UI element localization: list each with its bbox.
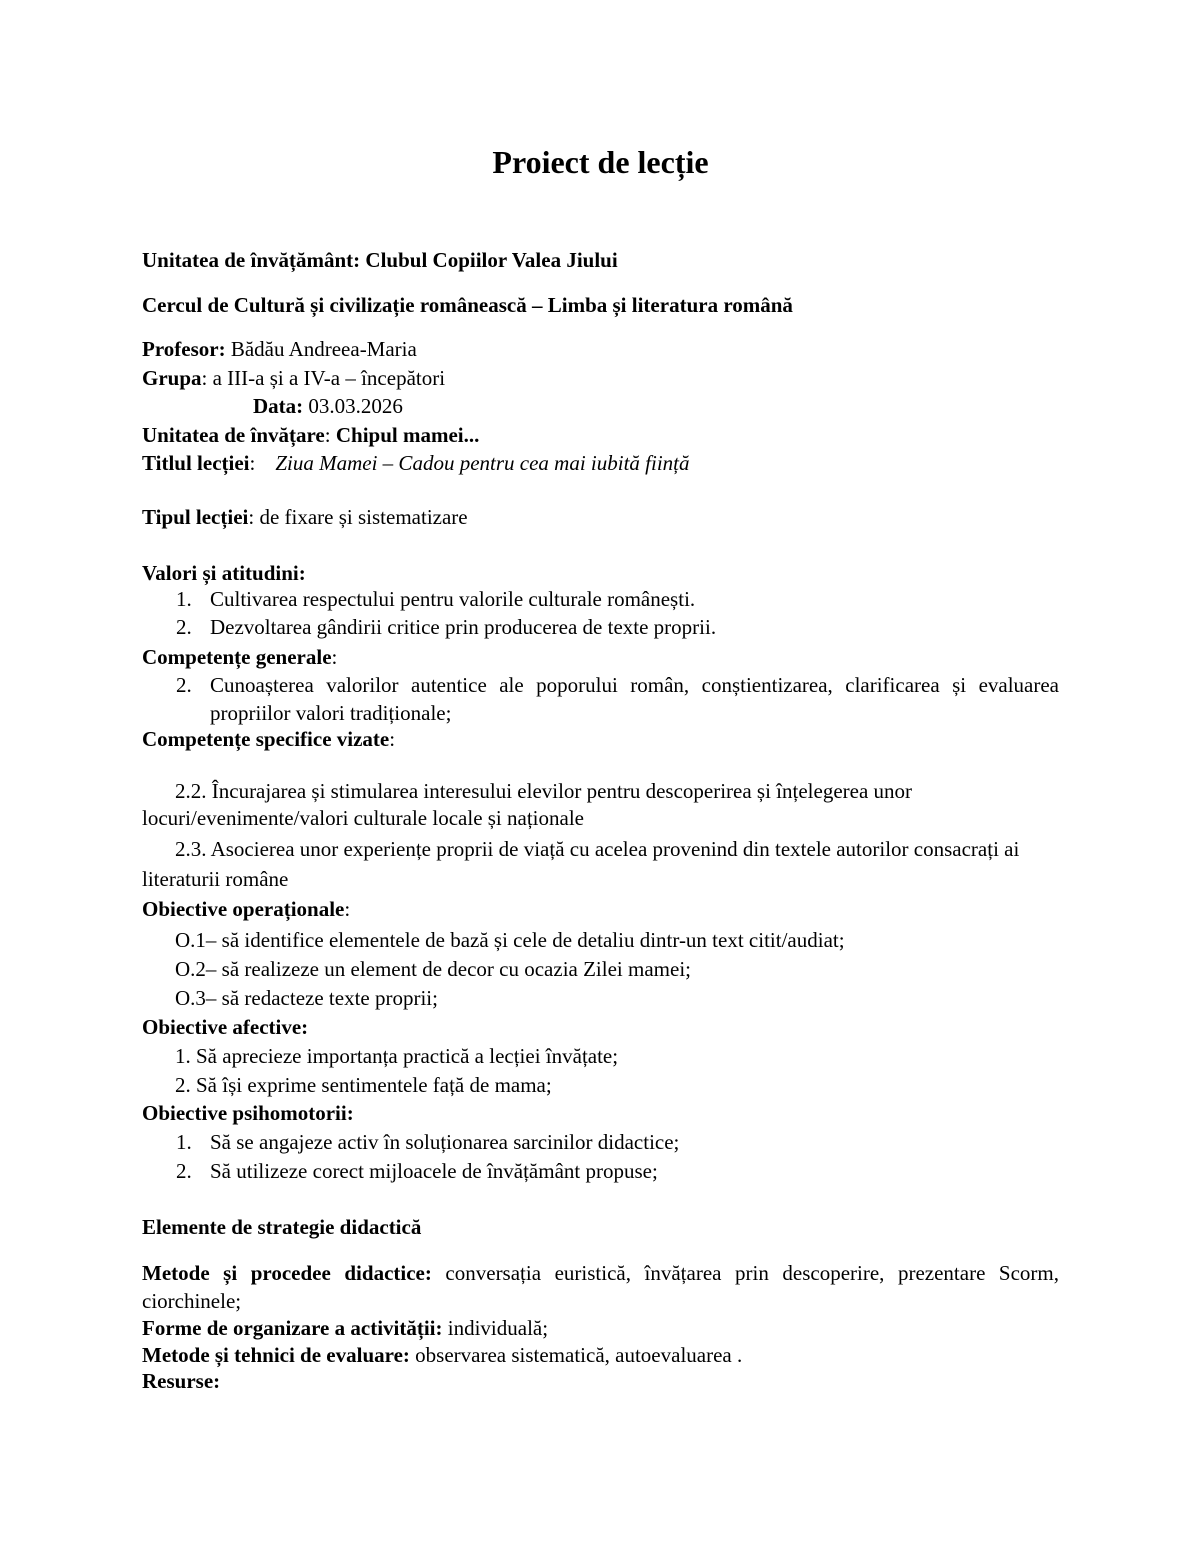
- comp-spec-heading-line: [142, 725, 1059, 753]
- tipul-value: : de fixare și sistematizare: [248, 505, 468, 529]
- valori-heading: Valori și atitudini:: [142, 561, 306, 585]
- profesor-value: Bădău Andreea-Maria: [230, 337, 417, 361]
- forme-line: [142, 1314, 1059, 1342]
- metode-label: Metode și procedee didactice:: [142, 1261, 432, 1285]
- titlul-line: [142, 449, 1059, 477]
- cercul-line: Cercul de Cultură și civilizație românească – Limba și literatura română: [142, 293, 793, 317]
- data-value: 03.03.2026: [308, 394, 403, 418]
- list-number: 2.: [176, 615, 192, 639]
- list-text: Cultivarea respectului pentru valorile culturale românești.: [210, 587, 696, 611]
- list-text: Să se angajeze activ în soluționarea sarcinilor didactice;: [210, 1130, 680, 1154]
- forme-value: individuală;: [447, 1316, 549, 1340]
- ob-op-heading: Obiective operaționale: [142, 897, 345, 921]
- eval-label: Metode și tehnici de evaluare:: [142, 1343, 410, 1367]
- comp-spec-paragraph: 2.2. Încurajarea și stimularea interesului elevilor pentru descoperirea și înțelegerea unor locuri/evenimente/valori culturale locale și naționale: [142, 779, 913, 830]
- data-label: Data:: [253, 394, 304, 418]
- data-line: [142, 392, 1059, 420]
- comp-gen-colon: :: [331, 645, 338, 669]
- list-text: Să utilizeze corect mijloacele de învățământ propuse;: [210, 1159, 658, 1183]
- list-item: O.3– să redacteze texte proprii;: [175, 986, 438, 1010]
- titlul-label: Titlul lecției: [142, 451, 250, 475]
- titlul-value: Ziua Mamei – Cadou pentru cea mai iubită ființă: [275, 451, 690, 475]
- list-item: [142, 1157, 1059, 1185]
- ob-ps-heading: Obiective psihomotorii:: [142, 1101, 354, 1125]
- comp-spec-colon: :: [389, 727, 396, 751]
- grupa-value: : a III-a și a IV-a – începători: [201, 366, 446, 390]
- page-title: Proiect de lecție: [492, 144, 709, 180]
- list-item: O.1– să identifice elementele de bază și cele de detaliu dintr-un text citit/audiat;: [175, 928, 845, 952]
- profesor-label: Profesor:: [142, 337, 226, 361]
- list-text: Cunoașterea valorilor autentice ale poporului român, conștientizarea, clarificarea și evaluarea propriilor valori tradiționale;: [210, 673, 1059, 725]
- unitatea-line: [142, 246, 1059, 274]
- comp-spec-heading: Competențe specifice vizate: [142, 727, 390, 751]
- list-text: Dezvoltarea gândirii critice prin producerea de texte proprii.: [210, 615, 717, 639]
- unitatea-label: Unitatea de învățământ:: [142, 248, 361, 272]
- profesor-line: [142, 335, 1059, 363]
- comp-spec-paragraph: 2.3. Asocierea unor experiențe proprii de viață cu acelea provenind din textele autorilor consacrați ai literaturii române: [142, 837, 1020, 891]
- list-number: 1.: [176, 587, 192, 611]
- list-item: 2. Să își exprime sentimentele față de mama;: [175, 1073, 552, 1097]
- comp-gen-heading: Competențe generale: [142, 645, 332, 669]
- forme-label: Forme de organizare a activității:: [142, 1316, 443, 1340]
- titlul-sep: :: [249, 451, 256, 475]
- unitatea-invatare-sep: :: [324, 423, 336, 447]
- list-item: [142, 613, 1059, 641]
- list-item: [142, 671, 1059, 727]
- unitatea-invatare-value: Chipul mamei...: [335, 423, 480, 447]
- list-number: 2.: [176, 673, 192, 697]
- list-number: 2.: [176, 1159, 192, 1183]
- grupa-label: Grupa: [142, 366, 202, 390]
- list-item: 1. Să aprecieze importanța practică a lecției învățate;: [175, 1044, 619, 1068]
- tipul-label: Tipul lecției: [142, 505, 249, 529]
- list-number: 1.: [176, 1130, 192, 1154]
- resurse-label: Resurse:: [142, 1369, 221, 1393]
- ob-af-heading: Obiective afective:: [142, 1015, 309, 1039]
- list-item: O.2– să realizeze un element de decor cu ocazia Zilei mamei;: [175, 957, 691, 981]
- metode-paragraph: [142, 1259, 1059, 1315]
- grupa-line: [142, 364, 1059, 392]
- ob-op-colon: :: [344, 897, 351, 921]
- metode-value: conversația euristică, învățarea prin descoperire, prezentare Scorm, ciorchinele;: [142, 1261, 1060, 1313]
- eval-line: [142, 1341, 1059, 1369]
- unitatea-value: Clubul Copiilor Valea Jiului: [365, 248, 618, 272]
- list-item: [142, 1128, 1059, 1156]
- unitatea-invatare-label: Unitatea de învățare: [142, 423, 325, 447]
- unitatea-invatare-line: [142, 421, 1059, 449]
- list-item: [142, 585, 1059, 613]
- elemente-heading: Elemente de strategie didactică: [142, 1215, 422, 1239]
- comp-gen-heading-line: [142, 643, 1059, 671]
- tipul-line: [142, 503, 1059, 531]
- ob-op-heading-line: [142, 895, 1059, 923]
- eval-value: observarea sistematică, autoevaluarea .: [415, 1343, 743, 1367]
